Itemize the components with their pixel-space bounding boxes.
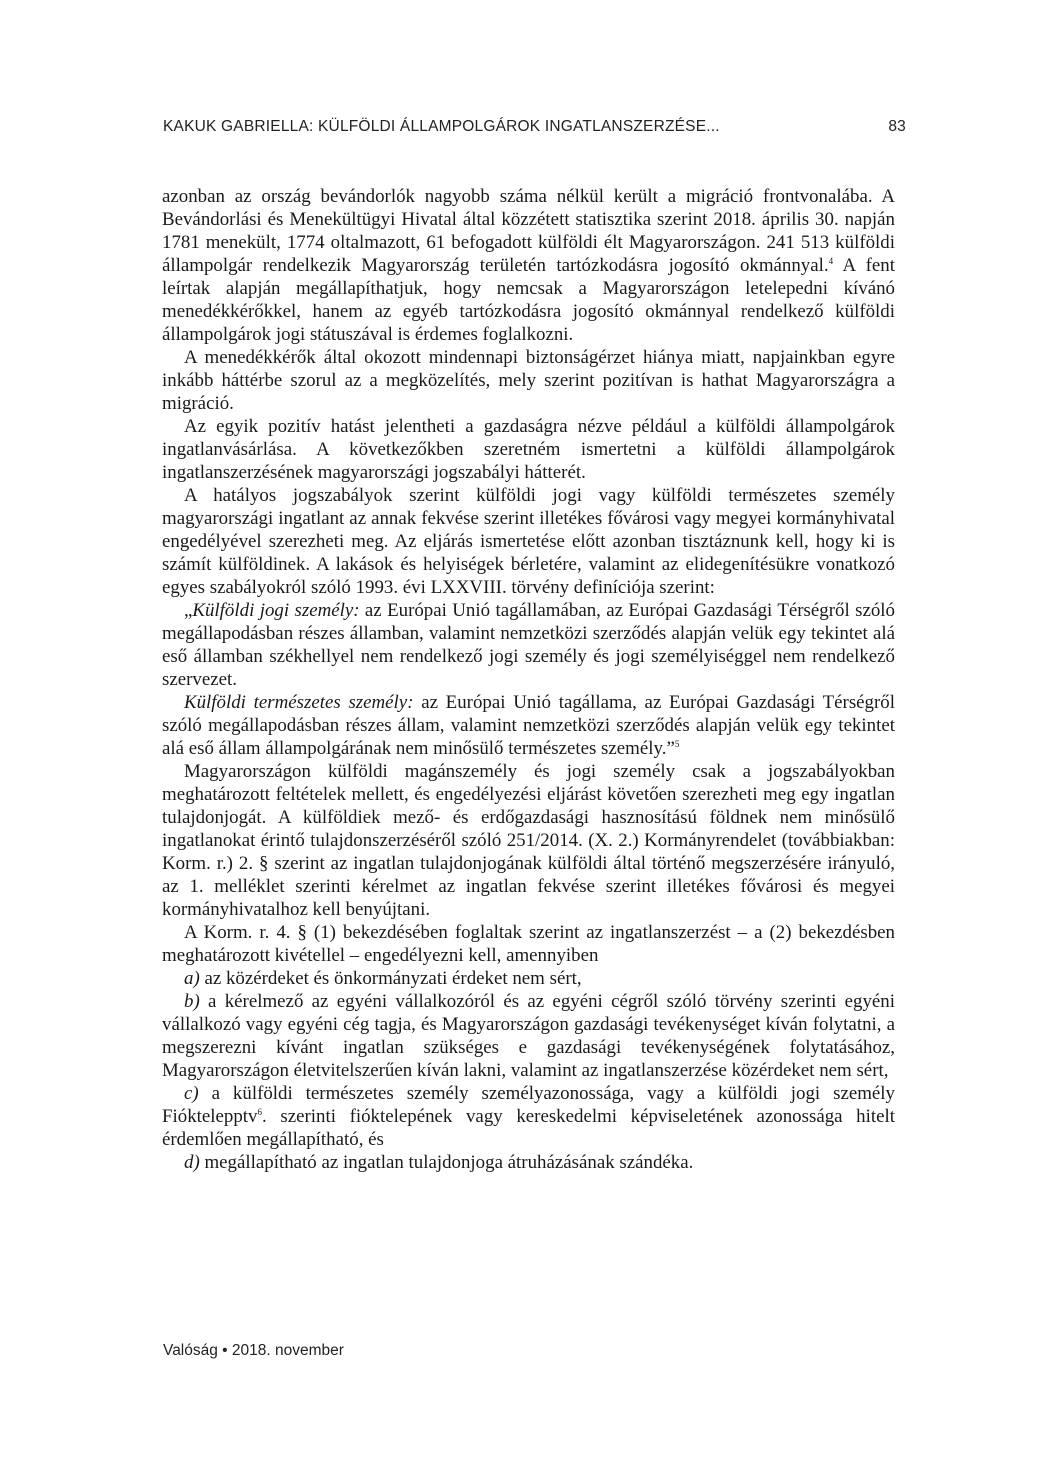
paragraph: Az egyik pozitív hatást jelentheti a gazdaságra nézve például a külföldi állampolgárok ingatlanvásárlása. A következőkben szeretném ismertetni a külföldi állampolgárok ingatlanszerzésének magyarországi jogszabályi hátterét. <box>162 416 895 483</box>
running-header <box>163 118 906 142</box>
footnote-ref[interactable]: 5 <box>674 739 680 749</box>
footnote-ref[interactable]: 4 <box>828 256 834 266</box>
quote-definition-natural-person: Külföldi természetes személy: az Európai Unió tagállama, az Európai Gazdasági Térségről szóló megállapodásban részes állam, valamint nemzetközi szerződés alapján velük egy tekintet alá eső állam állampolgárának nem minősülő természetes személy.”$^5$ <box>162 692 895 759</box>
paragraph: A hatályos jogszabályok szerint külföldi jogi vagy külföldi természetes személy magyarországi ingatlant az annak fekvése szerint illetékes fővárosi vagy megyei kormányhivatal engedélyével szerezheti meg. Az eljárás ismertetése előtt azonban tisztáznunk kell, hogy ki is számít külföldinek. A lakások és helyiségek bérletére, valamint az elidegenítésükre vonatkozó egyes szabályokról szóló 1993. évi LXXVIII. törvény definíciója szerint: <box>162 485 895 598</box>
paragraph: A menedékkérők által okozott mindennapi biztonságérzet hiánya miatt, napjainkban egyre inkább háttérbe szorul az a megközelítés, mely szerint pozitívan is hathat Magyarországra a migráció. <box>162 347 895 414</box>
quote-definition-legal-person: „Külföldi jogi személy: az Európai Unió tagállamában, az Európai Gazdasági Térségről szóló megállapodásban részes államban, valamint nemzetközi szerződés alapján velük egy tekintet alá eső államban székhellyel nem rendelkező jogi személy és jogi személyiséggel nem rendelkező szervezet. <box>162 600 895 690</box>
list-item-b: b) a kérelmező az egyéni vállalkozóról és az egyéni cégről szóló törvény szerinti egyéni vállalkozó vagy egyéni cég tagja, és Magyarországon gazdasági tevékenységet kíván folytatni, a megszerezni kívánt ingatlan szükséges e gazdasági tevékenységének folytatásához, Magyarországon életvitelszerűen kíván lakni, valamint az ingatlanszerzése közérdeket nem sért, <box>162 991 895 1081</box>
page-number: 83 <box>888 118 906 135</box>
defined-term: Külföldi természetes személy: <box>184 692 414 713</box>
footnote-ref[interactable]: 6 <box>257 1107 262 1117</box>
list-item-c: c) a külföldi természetes személy személyazonossága, vagy a külföldi jogi személy Fióktelepptv$^6$. szerinti fióktelepének vagy kereskedelmi képviseletének azonossága hitelt érdemlően megállapítható, és <box>162 1083 895 1150</box>
defined-term: Külföldi jogi személy: <box>192 600 360 621</box>
paragraph: A Korm. r. 4. § (1) bekezdésében foglaltak szerint az ingatlanszerzést – a (2) bekezdésben meghatározott kivétellel – engedélyezni kell, amennyiben <box>162 922 895 966</box>
paragraph: Magyarországon külföldi magánszemély és jogi személy csak a jogszabályokban meghatározott feltételek mellett, és engedélyezési eljárást követően szerezheti meg egy ingatlan tulajdonjogát. A külföldiek mező- és erdőgazdasági hasznosítású földnek nem minősülő ingatlanokat érintő tulajdonszerzéséről szóló 251/2014. (X. 2.) Kormányrendelet (továbbiakban: Korm. r.) 2. § szerint az ingatlan tulajdonjogának külföldi által történő megszerzésére irányuló, az 1. melléklet szerinti kérelmet az ingatlan fekvése szerint illetékes fővárosi és megyei kormányhivatalhoz kell benyújtani. <box>162 761 895 920</box>
list-item-d: d) megállapítható az ingatlan tulajdonjoga átruházásának szándéka. <box>184 1152 694 1173</box>
running-title: KAKUK GABRIELLA: KÜLFÖLDI ÁLLAMPOLGÁROK INGATLANSZERZÉSE... <box>163 118 720 135</box>
paragraph: azonban az ország bevándorlók nagyobb száma nélkül került a migráció frontvonalába. A Bevándorlási és Menekültügyi Hivatal által közzétett statisztika szerint 2018. április 30. napján 1781 menekült, 1774 oltalmazott, 61 befogadott külföldi élt Magyarországon. 241 513 külföldi állampolgár rendelkezik Magyarország területén tartózkodásra jogosító okmánnyal.$^4$ A fent leírtak alapján megállapíthatjuk, hogy nemcsak a Magyarországon letelepedni kívánó menedékkérőkkel, hanem az egyéb tartózkodásra jogosító okmánnyal rendelkező külföldi állampolgárok jogi státuszával is érdemes foglalkozni. <box>162 186 895 345</box>
list-item-a: a) az közérdeket és önkormányzati érdeket nem sért, <box>184 968 582 989</box>
article-body <box>162 185 895 1174</box>
page-footer: Valóság • 2018. november <box>163 1342 344 1359</box>
